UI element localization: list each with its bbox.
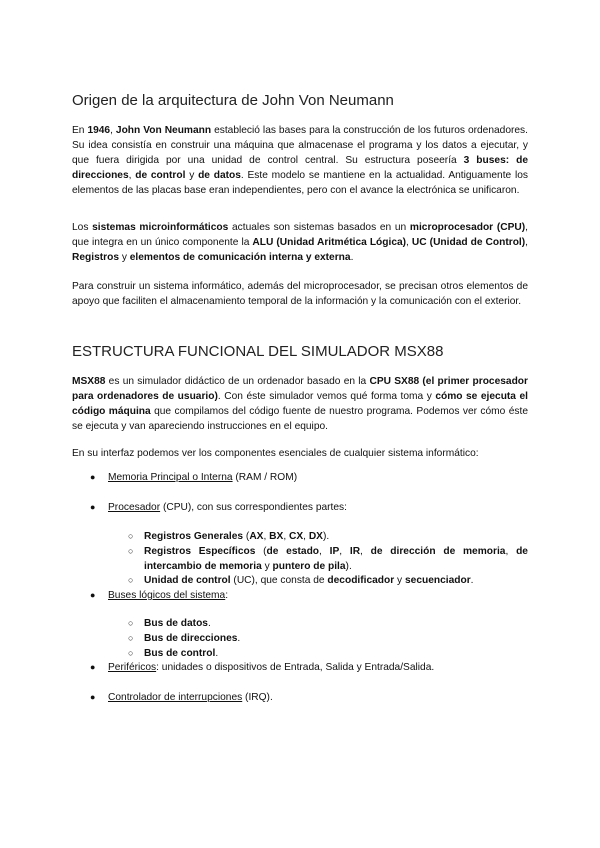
sub-bullet-icon: ○ [128, 546, 134, 556]
bullet-icon: ● [90, 692, 96, 702]
list-item: ● Procesador (CPU), con sus correspondientes partes: [90, 502, 347, 513]
memoria-principal-link[interactable]: Memoria Principal o Interna [108, 472, 233, 483]
sub-bullet-icon: ○ [128, 618, 134, 628]
perifericos-link[interactable]: Periféricos [108, 662, 157, 673]
controlador-interrupciones-link[interactable]: Controlador de interrupciones [108, 692, 243, 703]
sub-list-item: ○ Unidad de control (UC), que consta de decodificador y secuenciador. [128, 575, 474, 586]
sub-list-item: ○ Registros Específicos (de estado, IP, IR, de dirección de memoria, de intercambio de memoria y puntero de pila). [128, 546, 528, 572]
sub-list-item: ○ Registros Generales (AX, BX, CX, DX). [128, 531, 330, 542]
paragraph-von-neumann: En 1946, John Von Neumann estableció las bases para la construcción de los futuros ordenadores. Su idea consistía en construir una máquina que almacenase el programa y los datos a ejecutar, y que fuera dirigida por una unidad de control central. Su estructura poseería 3 buses: de direcciones, de control y de datos. Este modelo se mantiene en la actualidad. Antiguamente los elementos de las placas base eran independientes, pero con el avance la electrónica se unificaron. [72, 125, 528, 196]
list-item: ● Memoria Principal o Interna (RAM / ROM) [90, 472, 298, 483]
list-item: ● Controlador de interrupciones (IRQ). [90, 692, 273, 703]
bullet-icon: ● [90, 662, 96, 672]
sub-bullet-icon: ○ [128, 575, 134, 585]
section-title-estructura: ESTRUCTURA FUNCIONAL DEL SIMULADOR MSX88 [72, 343, 444, 360]
paragraph-microinformaticos: Los sistemas microinformáticos actuales son sistemas basados en un microprocesador (CPU), que integra en un único componente la ALU (Unidad Aritmética Lógica), UC (Unidad de Control), Registros y elementos de comunicación interna y externa. [72, 222, 528, 263]
paragraph-elementos-apoyo: Para construir un sistema informático, además del microprocesador, se precisan otros elementos de apoyo que faciliten el almacenamiento temporal de la información y la comunicación con el exterior. [72, 281, 528, 307]
bullet-icon: ● [90, 472, 96, 482]
procesador-link[interactable]: Procesador [108, 502, 161, 513]
sub-list-item: ○ Bus de control. [128, 648, 219, 659]
section-title-origen: Origen de la arquitectura de John Von Neumann [72, 92, 394, 109]
list-item: ● Periféricos: unidades o dispositivos de Entrada, Salida y Entrada/Salida. [90, 662, 435, 673]
bullet-icon: ● [90, 590, 96, 600]
sub-list-item: ○ Bus de direcciones. [128, 633, 241, 644]
paragraph-msx88: MSX88 es un simulador didáctico de un ordenador basado en la CPU SX88 (el primer procesador para ordenadores de usuario). Con éste simulador vemos qué forma toma y cómo se ejecuta el código máquina que compilamos del código fuente de nuestro programa. Podemos ver cómo éste se ejecuta y van apareciendo instrucciones en el equipo. [72, 376, 528, 432]
paragraph-interfaz: En su interfaz podemos ver los componentes esenciales de cualquier sistema informático: [72, 448, 479, 459]
sub-bullet-icon: ○ [128, 633, 134, 643]
bullet-icon: ● [90, 502, 96, 512]
sub-list-item: ○ Bus de datos. [128, 618, 211, 629]
list-item: ● Buses lógicos del sistema: [90, 590, 229, 601]
sub-bullet-icon: ○ [128, 531, 134, 541]
buses-logicos-link[interactable]: Buses lógicos del sistema [108, 590, 226, 601]
sub-bullet-icon: ○ [128, 648, 134, 658]
